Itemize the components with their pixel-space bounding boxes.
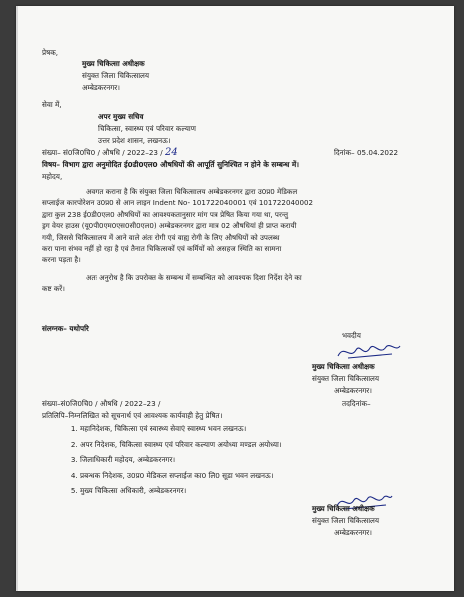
request-line: कष्ट करें। [42, 284, 65, 294]
request-paragraph [42, 272, 432, 295]
copy-list [66, 424, 282, 502]
from-name: मुख्य चिकित्सा अधीक्षक [82, 59, 145, 68]
body-line: करना पड़ता है। [42, 255, 81, 265]
body-line: सप्लाईज कारपोरेशन उ0प्र0 से आन लाइन Indent No- 101722040001 एवं 101722040002 [42, 198, 314, 208]
signature-scribble [334, 338, 404, 364]
closing: भवदीय [342, 331, 361, 340]
from-label: प्रेषक, [42, 48, 59, 57]
to-name: अपर मुख्य सचिव [98, 112, 144, 121]
salutation: महोदय, [42, 172, 63, 181]
copy-signatory-name: मुख्य चिकित्सा अधीक्षक [312, 504, 375, 513]
to-dept: चिकित्सा, स्वास्थ्य एवं परिवार कल्याण [98, 124, 196, 133]
copy-signatory-place: अम्बेडकरनगर। [334, 528, 372, 537]
copy-list-item: 1. महानिदेशक, चिकित्सा एवं स्वास्थ्य सेवाएं स्वास्थ्य भवन लखनऊ। [80, 424, 282, 433]
from-place: अम्बेडकरनगर। [82, 83, 120, 92]
body-line: गयी, जिससे चिकित्सालय में आने वाले अंतः रोगी एवं वाह्य रोगी के लिए औषधियों को उपलब्ध [42, 232, 280, 242]
signatory-office: संयुक्त जिला चिकित्सालय [312, 374, 380, 383]
handwritten-number: 24 [164, 147, 178, 158]
to-place: उत्तर प्रदेश शासन, लखनऊ। [98, 136, 171, 145]
request-line: अतः अनुरोध है कि उपरोक्त के सम्बन्ध में सम्बन्धित को आवश्यक दिशा निर्देश देने का [86, 273, 302, 282]
letter-date: दिनांक– 05.04.2022 [334, 148, 399, 157]
signatory-name: मुख्य चिकित्सा अधीक्षक [312, 362, 375, 371]
copy-intro: प्रतिलिपि–निम्नलिखित को सूचनार्थ एवं आवश्यक कार्यवाही हेतु प्रेषित। [42, 411, 223, 420]
copy-list-item: 5. मुख्य चिकित्सा अधिकारी, अम्बेडकरनगर। [80, 486, 282, 495]
copy-list-item: 4. प्रबन्धक निदेशक, उ0प्र0 मेडिकल सप्लाईज का0 लि0 सूडा भवन लखनऊ। [80, 471, 282, 480]
from-office: संयुक्त जिला चिकित्सालय [82, 71, 150, 80]
enclosure-note: संलग्नक– यथोपरि [42, 324, 89, 333]
copy-reference-number: संख्या–सं0जि0चि0 / औषधि / 2022–23 / [42, 399, 161, 408]
reference-number: संख्या– सं0जि0चि0 / औषधि / 2022–23 / 24 [42, 147, 178, 158]
body-line: अवगत कराना है कि संयुक्त जिला चिकित्सालय अम्बेडकरनगर द्वारा उ0प्र0 मेडिकल [86, 187, 298, 196]
body-paragraph [42, 186, 432, 266]
copy-list-item: 3. जिलाधिकारी महोदय, अम्बेडकरनगर। [80, 455, 282, 464]
to-label: सेवा में, [42, 100, 62, 109]
copy-date-label: तददिनांक– [342, 399, 371, 408]
copy-signatory-office: संयुक्त जिला चिकित्सालय [312, 516, 380, 525]
body-line: ड्रग वेयर हाउस (यू0पी0एम0एस0सी0एल0) अम्बेडकरनगर द्वारा मात्र 02 औषधियां ही प्राप्त करायी [42, 221, 297, 231]
letter-page [16, 6, 454, 591]
signatory-place: अम्बेडकरनगर। [334, 386, 372, 395]
copy-list-item: 2. अपर निदेशक, चिकित्सा स्वास्थ्य एवं परिवार कल्याण अयोध्या मण्डल अयोध्या। [80, 440, 282, 449]
subject-line: विषय– विभाग द्वारा अनुमोदित ई0डी0एल0 औषधियों की आपूर्ति सुनिश्चित न होने के सम्बन्ध में। [42, 160, 300, 169]
body-line: करा पाना संभव नहीं हो रहा है एवं तैनात चिकित्सकों एवं कर्मियों को असहज स्थिति का सामना [42, 244, 282, 254]
body-line: द्वारा कुल 238 ई0डी0एल0 औषधियों का आवश्यकतानुसार मांग पत्र प्रेषित किया गया था, परन्तु [42, 209, 289, 219]
